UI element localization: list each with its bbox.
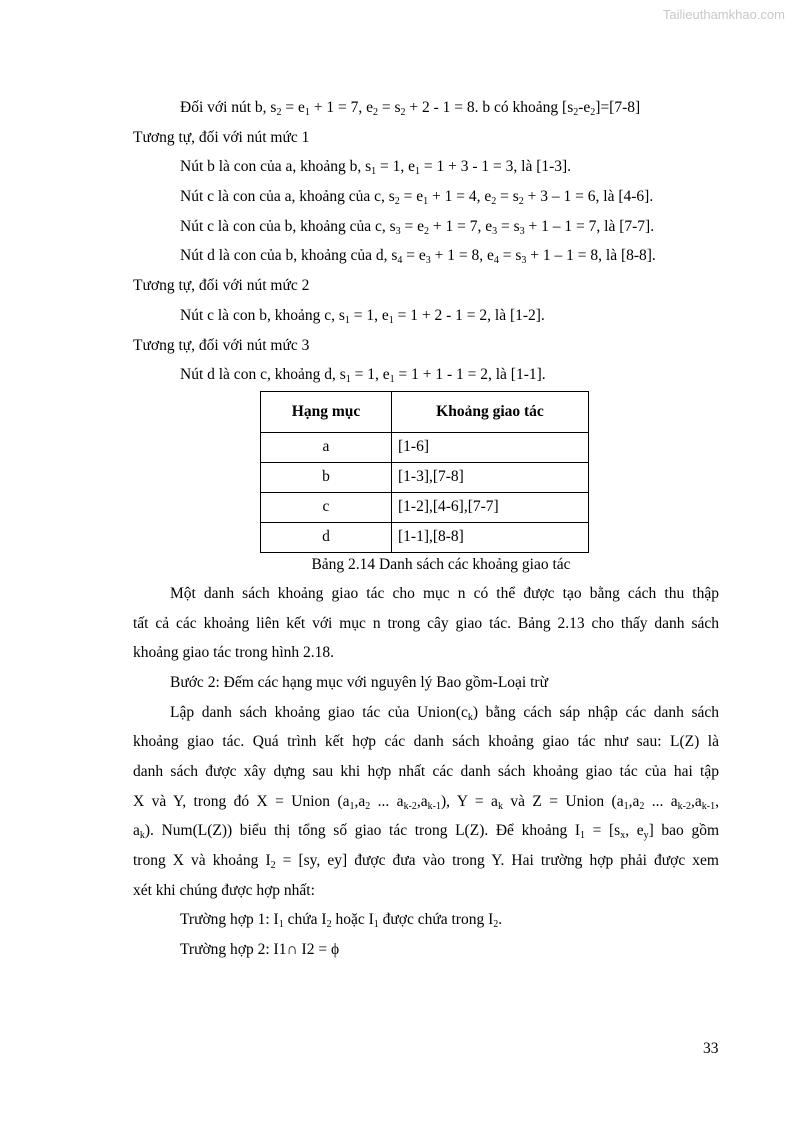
text-line: Đối với nút b, $s_2 = e_1 + 1 = 7$, $e_2 = s_2 + 2 - 1 = 8$. b có khoảng $[s_2-e_2]=[7-8]$ bbox=[180, 99, 641, 118]
text-line: khoảng giao tác trong hình 2.18. bbox=[133, 644, 335, 662]
text-line: Nút d là con c, khoảng d, $s_1 = 1$, $e_1 = 1 + 1 - 1 = 2$, là [1-1]. bbox=[180, 366, 546, 386]
table-caption: Bảng 2.14 Danh sách các khoảng giao tác bbox=[311, 555, 571, 573]
text-line: Nút c là con của b, khoảng của c, $s_3 = e_2 + 1 = 7$, $e_3 = s_3 + 1 - 1 = 7$, là [7-7]. bbox=[180, 217, 655, 237]
table-row bbox=[261, 492, 589, 522]
table-cell: [1-1],[8-8] bbox=[392, 522, 589, 552]
text-line: Nút c là con b, khoảng c, $s_1 = 1$, $e_1 = 1 + 2 - 1 = 2$, là [1-2]. bbox=[180, 306, 545, 326]
text-line: Bước 2: Đếm các hạng mục với nguyên lý Bao gồm-Loại trừ bbox=[170, 673, 548, 691]
text-line: Tương tự, đối với nút mức 3 bbox=[133, 336, 310, 354]
text-line: $a_k$). Num(L(Z)) biểu thị tổng số giao tác trong L(Z). Để khoảng $I_1 = [s_x$, $e_y$] bao gồm bbox=[133, 822, 719, 842]
table-cell: b bbox=[261, 462, 392, 492]
table-cell: c bbox=[261, 492, 392, 522]
table-header: Hạng mục bbox=[261, 391, 392, 432]
text-line: trong X và khoảng $I_2 = [sy$, ey] được đưa vào trong Y. Hai trường hợp phải được xem bbox=[133, 852, 719, 872]
interval-table bbox=[260, 391, 589, 553]
text-line: X và Y, trong đó X = Union ($a_1,a_2$ ... $a_{k-2},a_{k-1}$), $Y = a_k$ và Z = Union ($a_1,a_2$ ... $a_{k-2},a_{k-1}$, bbox=[133, 792, 719, 812]
text-line: xét khi chúng được hợp nhất: bbox=[133, 881, 315, 899]
text-line: Nút b là con của a, khoảng b, $s_1 = 1$, $e_1 = 1 + 3 - 1 = 3$, là [1-3]. bbox=[180, 158, 572, 178]
text-line: khoảng giao tác. Quá trình kết hợp các danh sách khoảng giao tác như sau: L(Z) là bbox=[133, 733, 719, 751]
table-row bbox=[261, 462, 589, 492]
text-line: Nút d là con của b, khoảng của d, $s_4 = e_3 + 1 = 8$, $e_4 = s_3 + 1 - 1 = 8$, là [8-8]. bbox=[180, 247, 656, 267]
text-line: Một danh sách khoảng giao tác cho mục n có thể được tạo bằng cách thu thập bbox=[170, 584, 719, 602]
text-line: danh sách được xây dựng sau khi hợp nhất các danh sách khoảng giao tác của hai tập bbox=[133, 763, 719, 780]
text-line: Tương tự, đối với nút mức 1 bbox=[133, 128, 310, 146]
table-row bbox=[261, 432, 589, 462]
page-content bbox=[133, 93, 719, 965]
text-line: Trường hợp 2: I1∩ I2 = ϕ bbox=[180, 941, 340, 959]
table-header-row bbox=[261, 391, 589, 432]
watermark: Tailieuthamkhao.com bbox=[662, 7, 785, 22]
table-cell: [1-2],[4-6],[7-7] bbox=[392, 492, 589, 522]
table-cell: [1-3],[7-8] bbox=[392, 462, 589, 492]
table-cell: d bbox=[261, 522, 392, 552]
page-number: 33 bbox=[703, 1040, 719, 1057]
text-line: Lập danh sách khoảng giao tác của $Union(c_k)$ bằng cách sáp nhập các danh sách bbox=[170, 703, 720, 723]
text-line: Tương tự, đối với nút mức 2 bbox=[133, 277, 310, 295]
text-line: Trường hợp 1: $I_1$ chứa $I_2$ hoặc $I_1$ được chứa trong $I_2$. bbox=[180, 911, 503, 931]
table-header: Khoảng giao tác bbox=[392, 391, 589, 432]
text-line: Nút c là con của a, khoảng của c, $s_2 = e_1 + 1 = 4$, $e_2 = s_2 + 3 - 1 = 6$, là [4-6]. bbox=[180, 188, 654, 208]
table-cell: [1-6] bbox=[392, 432, 589, 462]
table-cell: a bbox=[261, 432, 392, 462]
table-row bbox=[261, 522, 589, 552]
text-line: tất cả các khoảng liên kết với mục n trong cây giao tác. Bảng 2.13 cho thấy danh sách bbox=[133, 614, 719, 632]
